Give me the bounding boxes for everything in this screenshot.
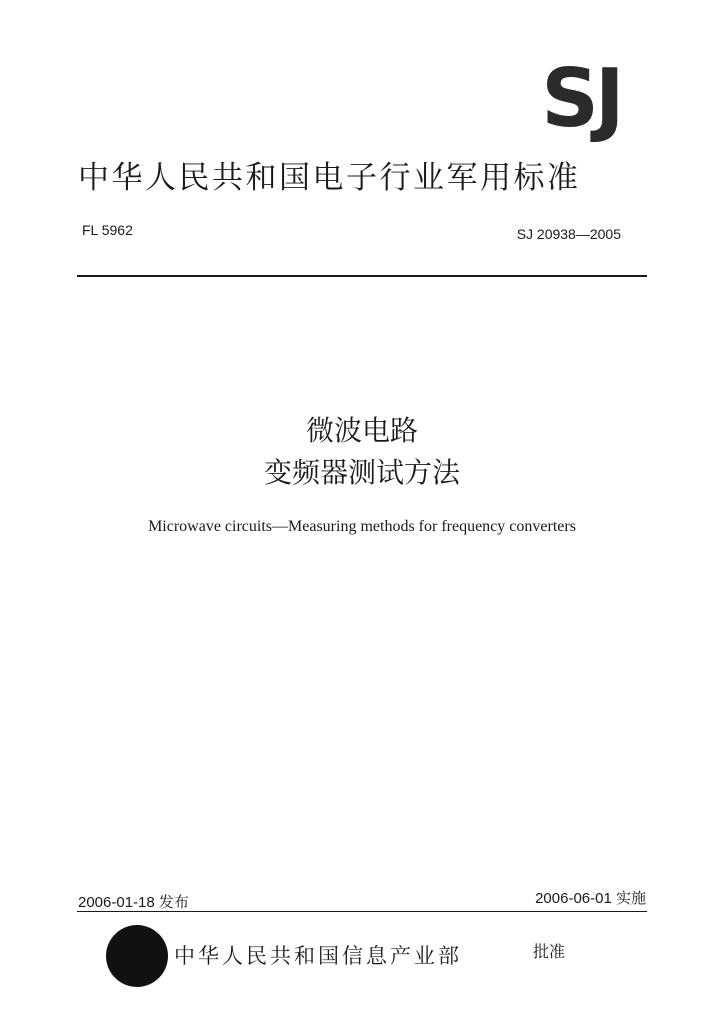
publisher-name: 中华人民共和国信息产业部: [174, 944, 462, 968]
chinese-title-line-2: 变频器测试方法: [263, 456, 460, 489]
publisher-seal-icon: [106, 925, 168, 987]
standard-number: SJ 20938—2005: [516, 226, 621, 242]
logo-text: SJ: [541, 52, 621, 145]
classification-code: FL 5962: [82, 222, 133, 238]
issue-date: 2006-01-18 发布: [78, 894, 189, 911]
approval-label: 批准: [533, 942, 566, 961]
standard-type-title: 中华人民共和国电子行业军用标准: [78, 160, 581, 196]
sj-logo: [527, 52, 635, 145]
english-title: Microwave circuits—Measuring methods for frequency converters: [148, 518, 576, 535]
top-divider: [77, 275, 647, 277]
chinese-title-line-1: 微波电路: [305, 414, 418, 447]
implementation-date: 2006-06-01 实施: [535, 890, 646, 907]
bottom-divider: [77, 911, 647, 912]
